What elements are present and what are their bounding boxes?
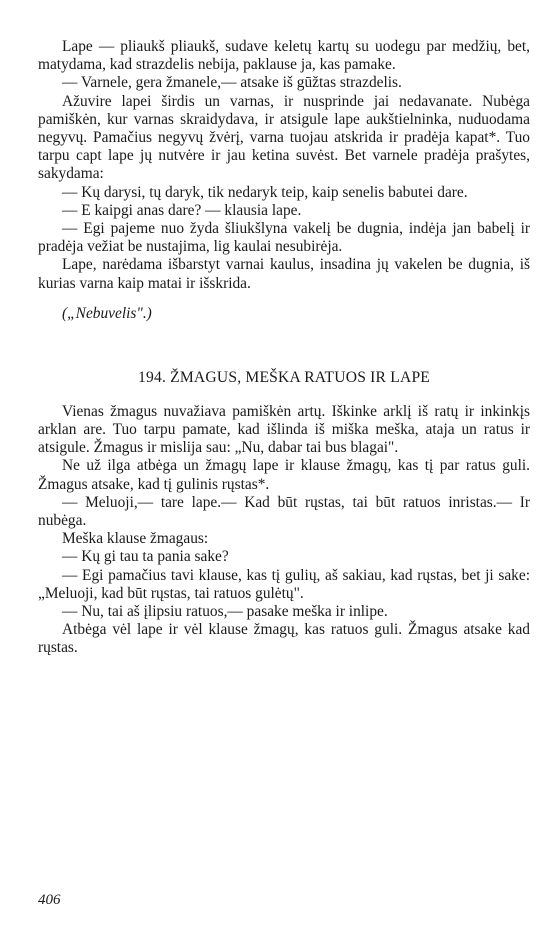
- chapter-text: [38, 403, 530, 658]
- paragraph: — Nu, tai aš įlipsiu ratuos,— pasake meška ir inlipe.: [62, 603, 388, 621]
- story-end-text: [38, 38, 530, 293]
- paragraph: Vienas žmagus nuvažiava pamiškėn artų. Iškinke arklį iš ratų ir inkinkįs arklan are. Tuo tarpu pamate, kad išlinda iš miška meška, ataja un ratus ir atsigule. Žmagus ir mislija sau: „Nu, dabar tai bus blagai".: [38, 402, 530, 457]
- paragraph: — Varnele, gera žmanele,— atsake iš gūžtas strazdelis.: [62, 74, 402, 92]
- paragraph: — Kų gi tau ta pania sake?: [62, 548, 229, 566]
- paragraph: Lape, narėdama išbarstyt varnai kaulus, insadina jų vakelen be dugnia, iš kurias varna kaip matai ir išskrida.: [38, 256, 530, 292]
- paragraph: — E kaipgi anas dare? — klausia lape.: [62, 201, 302, 219]
- paragraph: Atbėga vėl lape ir vėl klause žmagų, kas ratuos guli. Žmagus atsake kad rųstas.: [38, 621, 530, 657]
- chapter-title: 194. ŽMAGUS, MEŠKA RATUOS IR LAPE: [137, 368, 431, 386]
- paragraph: — Egi pamačius tavi klause, kas tį gulių, aš sakiau, kad rųstas, bet ji sake: „Meluoji, kad būt rųstas, tai ratuos gulėtų".: [38, 566, 530, 602]
- paragraph: Lape — pliaukš pliaukš, sudave keletų kartų su uodegu par medžių, bet, matydama, kad strazdelis nebija, paklause ja, kas pamake.: [38, 38, 530, 74]
- paragraph: Meška klause žmagaus:: [62, 530, 209, 548]
- paragraph: — Meluoji,— tare lape.— Kad būt rųstas, tai būt ratuos inristas.— Ir nubėga.: [38, 493, 530, 530]
- paragraph: Ne už ilga atbėga un žmagų lape ir klause žmagų, kas tį par ratus guli. Žmagus atsake, kad tį gulinis rųstas*.: [38, 457, 530, 493]
- paragraph: — Kų darysi, tų daryk, tik nedaryk teip, kaip senelis babutei dare.: [62, 183, 468, 201]
- paragraph: Ažuvire lapei širdis un varnas, ir nusprinde jai nedavanate. Nubėga pamiškėn, kur varnas skraidydava, ir atsigule lape aukštielninka, nuduodama negyvų. Pamačius negyvų žvėrį, varna tuojau atskrida ir pradėja kapat*. Tuo tarpu capt lape jų nutvėre ir jau ketina suvėst. Bet varnele pradėja prašytes, sakydama:: [38, 92, 530, 183]
- paragraph: — Egi pajeme nuo žyda šliukšlyna vakelį be dugnia, indėja jan babelį ir pradėja vežiat be nustajima, lig kaulai nesubirėja.: [38, 220, 530, 256]
- page-number: 406: [38, 892, 61, 908]
- story-source: („Nebuvelis".): [62, 304, 152, 322]
